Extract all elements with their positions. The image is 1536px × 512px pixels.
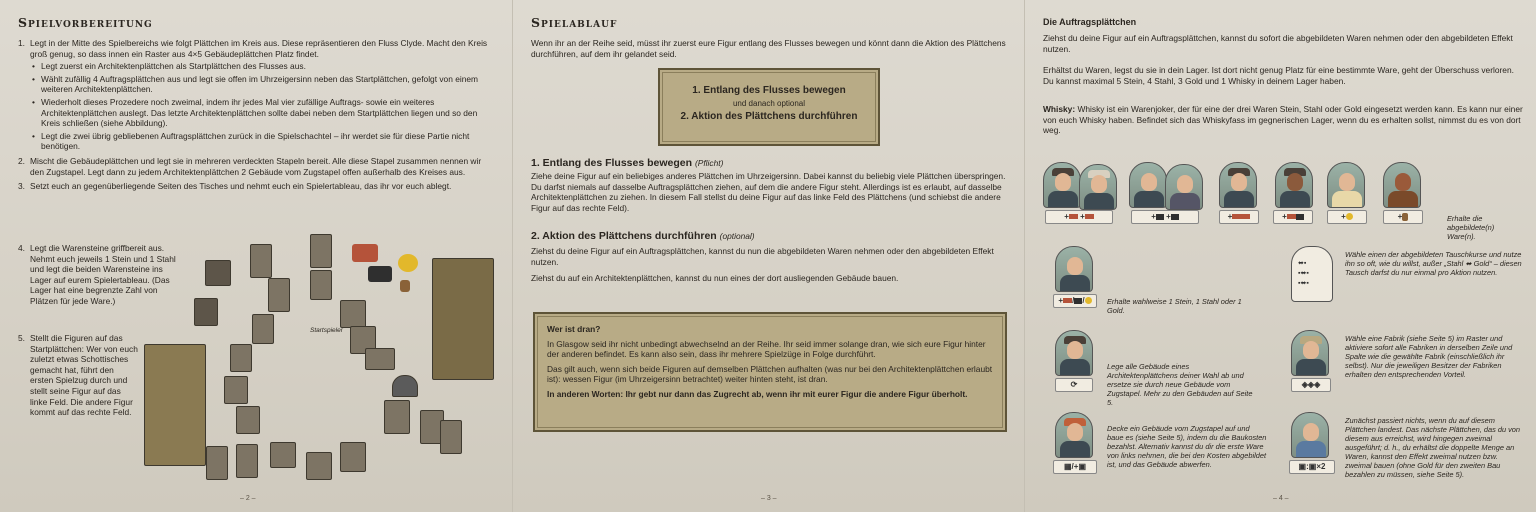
whose-turn-title: Wer ist dran?	[547, 324, 601, 334]
caption-discard: Lege alle Gebäude eines Architektenplättchens deiner Wahl ab und ersetze sie durch neue Gebäude vom Zugstapel. Mehr zu den Gebäuden auf Seite 5.	[1107, 362, 1253, 407]
goods-tiles-row	[1043, 160, 1463, 240]
page-number: – 2 –	[240, 495, 256, 502]
bullet: • Legt die zwei übrig gebliebenen Auftragsplättchen zurück in die Spielschachtel – ihr werdet sie für diese Partie nicht benötigen.	[30, 131, 494, 152]
step-text: Legt die Warensteine griffbereit aus. Nehmt euch jeweils 1 Stein und 1 Stahl und legt die beiden Warensteine ins Lager auf eurem Spielertableau. (Das Lager hat eine begrenzte Zahl von Plätzen für jede Ware.)	[30, 243, 176, 306]
cost-strip: +	[1219, 210, 1259, 224]
setup-illustration	[140, 230, 470, 500]
bullet: • Wählt zufällig 4 Auftragsplättchen aus und legt sie offen im Uhrzeigersinn neben das Startplättchen, gefolgt von einem weiteren Architektenplättchen.	[30, 74, 494, 95]
building-stack	[194, 298, 218, 326]
page-number: – 4 –	[1273, 495, 1289, 502]
contract-tile-portrait	[1129, 162, 1167, 208]
contract-tile-portrait	[1079, 164, 1117, 210]
section-title-contracts: Die Auftragsplättchen	[1043, 17, 1137, 27]
caption-exchange: Wähle einen der abgebildeten Tauschkurse und nutze ihn so oft, wie du willst, außer „Stahl ⬌ Gold“ – diesen Tausch darfst du nur einmal pro Aktion nutzen.	[1345, 250, 1522, 277]
gold-pile	[398, 254, 418, 272]
contract-tile-portrait	[1219, 162, 1257, 208]
contract-tile-portrait	[1043, 162, 1081, 208]
contracts-intro: Ziehst du deine Figur auf ein Auftragsplättchen, kannst du sofort die abgebildeten Waren nehmen oder den abgebildeten Effekt nutzen.	[1043, 33, 1513, 54]
intro-text: Wenn ihr an der Reihe seid, müsst ihr zuerst eure Figur entlang des Flusses bewegen und könnt dann die Aktion des Plättchens durchführen, auf dem ihr gelandet seid.	[531, 38, 1006, 59]
action-text-2: Ziehst du auf ein Architektenplättchen, kannst du nun eines der dort ausliegenden Gebäude bauen.	[531, 273, 899, 284]
move-heading: 1. Entlang des Flusses bewegen	[531, 157, 693, 169]
step-text: Stellt die Figuren auf das Startplättchen: Wer von euch zuletzt etwas Schottisches gemacht hat, führt den ersten Spielzug durch und stellt seine Figur auf das linke Feld. Die andere Figur kommt auf das rechte Feld.	[30, 333, 138, 418]
whisky-rule	[1043, 104, 1523, 136]
box-line-1: 1. Entlang des Flusses bewegen	[692, 85, 846, 96]
action-text-1: Ziehst du deine Figur auf ein Auftragsplättchen, kannst du nun die abgebildeten Waren nehmen oder den abgebildeten Effekt nutzen.	[531, 246, 994, 267]
cost-strip: +	[1383, 210, 1423, 224]
setup-step-1: 1. Legt in der Mitte des Spielbereichs wie folgt Plättchen im Kreis aus. Diese repräsentieren den Fluss Clyde. Macht den Kreis groß genug, so dass innen ein Raster aus 4×5 Gebäudeplättchen Platz findet. • Legt zuerst ein Architektenplättchen als Startplättchen des Flusses aus. • Wählt zufällig 4 Auftragsplättchen aus und legt sie offen im Uhrzeigersinn neben das Startplättchen, gefolgt von einem weiteren Architektenplättchen. • Wiederholt dieses Prozedere noch zweimal, indem ihr jedes Mal vier zufällige Auftrags- sowie ein weiteres Architektenplättchen auslegt. Das letzte Architektenplättchen sollte dabei neben dem Startplättchen liegen und so den Kreis schließen (siehe Abbildung). • Legt die zwei übrig gebliebenen Auftragsplättchen zurück in die Spielschachtel – ihr werdet sie für diese Partie nicht benötigen.	[18, 38, 494, 152]
factory-icon: ◈◈◈	[1291, 378, 1331, 392]
discard-tile-portrait	[1055, 330, 1093, 376]
cost-strip: + +	[1131, 210, 1199, 224]
discard-icon: ⟳	[1055, 378, 1093, 392]
bullet: • Legt zuerst ein Architektenplättchen als Startplättchen des Flusses aus.	[30, 61, 494, 72]
player-board-left	[144, 344, 206, 466]
caption-goods: Erhalte die abgebildete(n) Ware(n).	[1447, 214, 1495, 241]
rulebook-page-4	[1024, 0, 1536, 512]
action-heading: 2. Aktion des Plättchens durchführen	[531, 230, 717, 242]
caption-choice: Erhalte wahlweise 1 Stein, 1 Stahl oder 1 Gold.	[1107, 297, 1242, 315]
steel-pile	[368, 266, 392, 282]
rulebook-page-3	[512, 0, 1024, 512]
rulebook-page-2	[0, 0, 512, 512]
whose-turn-box	[533, 312, 1007, 432]
cost-strip: +	[1327, 210, 1367, 224]
step-text: Mischt die Gebäudeplättchen und legt sie in mehreren verdeckten Stapeln bereit. Alle diese Stapel zusammen nennen wir den Zugstapel. Legt dann zu jedem Architektenplättchen 2 Gebäude vom Zugstapel offen außerhalb des Kreises aus.	[30, 155, 482, 177]
double-icon: ▣:▣×2	[1289, 460, 1335, 474]
build-tile-portrait	[1055, 412, 1093, 458]
step-text: Setzt euch an gegenüberliegende Seiten des Tisches und nehmt euch ein Spielertableau, das ihr vor euch ablegt.	[30, 181, 452, 192]
build-cost: ▦/+▣	[1053, 460, 1097, 474]
choice-cost: + / /	[1053, 294, 1097, 308]
caption-double: Zunächst passiert nichts, wenn du auf diesem Plättchen landest. Das nächste Plättchen, das du von diesem aus erreichst, wird hingegen zweimal ausgeführt; d. h., du erhältst die doppelte Menge an Waren, kannst den Effekt zweimal nutzen bzw. zweimal bauen (ohne Gold für den zweiten Bau bezahlen zu müssen, siehe Seite 5).	[1345, 416, 1521, 479]
cost-strip: + +	[1045, 210, 1113, 224]
caption-factory: Wähle eine Fabrik (siehe Seite 5) im Raster und aktiviere sofort alle Fabriken in derselben Zeile und Spalte wie die gewählte Fabrik (einschließlich ihr selbst). Nur die jeweiligen Besitzer der Fabriken erhalten den entsprechenden Vorteil.	[1345, 334, 1513, 379]
choice-tile-portrait	[1055, 246, 1093, 292]
contract-tile-portrait	[1275, 162, 1313, 208]
action-section	[531, 230, 1007, 284]
caption-build: Decke ein Gebäude vom Zugstapel auf und baue es (siehe Seite 5), indem du die Baukosten bezahlst. Alternativ kannst du dir die erste Ware von links nehmen, die bei den Kosten abgebildet ist, und das Gebäude abwerfen.	[1107, 424, 1267, 469]
brick-pile	[352, 244, 378, 262]
step-text: Legt in der Mitte des Spielbereichs wie folgt Plättchen im Kreis aus. Diese repräsentieren den Fluss Clyde. Macht den Kreis groß genug, so dass innen ein Raster aus 4×5 Gebäudeplättchen Platz findet.	[30, 38, 488, 59]
building-stack	[205, 260, 231, 286]
whisky-barrel	[400, 280, 410, 292]
whisky-label: Whisky:	[1043, 104, 1076, 114]
whose-turn-p2: Das gilt auch, wenn sich beide Figuren auf demselben Plättchen aufhalten (was nur bei den Architektenplättchen erlaubt ist): wessen Figur (im Uhrzeigersinn betrachtet) weiter hinten steht, ist dran.	[547, 363, 993, 385]
factory-tile-portrait	[1291, 330, 1329, 376]
setup-step-4: 4. Legt die Warensteine griffbereit aus. Nehmt euch jeweils 1 Stein und 1 Stahl und legt die beiden Warensteine ins Lager auf eurem Spielertableau. (Das Lager hat eine begrenzte Zahl von Plätzen für jede Ware.)	[18, 243, 176, 306]
contract-tile-portrait	[1165, 164, 1203, 210]
exchange-tile: ⬌▪ ▪⬌▪ ▪⬌▪	[1291, 246, 1333, 302]
whose-turn-p3: In anderen Worten: Ihr gebt nur dann das Zugrecht ab, wenn ihr mit eurer Figur die andere Figur überholt.	[547, 388, 968, 399]
box-line-2: und danach optional	[732, 99, 806, 108]
turn-summary-box	[658, 68, 880, 146]
page-number: – 3 –	[761, 495, 777, 502]
contract-tile-portrait	[1383, 162, 1421, 208]
contract-tile-portrait	[1327, 162, 1365, 208]
setup-step-5: 5. Stellt die Figuren auf das Startplättchen: Wer von euch zuletzt etwas Schottisches gemacht hat, führt den ersten Spielzug durch und stellt seine Figur auf das linke Feld. Die andere Figur kommt auf das rechte Feld.	[18, 333, 138, 418]
box-line-3: 2. Aktion des Plättchens durchführen	[680, 111, 858, 122]
bullet: • Wiederholt dieses Prozedere noch zweimal, indem ihr jedes Mal vier zufällige Auftrags- sowie ein weiteres Architektenplättchen auslegt. Das letzte Architektenplättchen sollte dabei neben dem Startplättchen liegen und so den Kreis schließen (siehe Abbildung).	[30, 97, 494, 129]
move-tag: (Pflicht)	[694, 158, 724, 168]
setup-step-3: 3. Setzt euch an gegenüberliegende Seiten des Tisches und nehmt euch ein Spielertableau, das ihr vor euch ablegt.	[18, 181, 452, 192]
double-tile-portrait	[1291, 412, 1329, 458]
setup-step-2: 2. Mischt die Gebäudeplättchen und legt sie in mehreren verdeckten Stapeln bereit. Alle diese Stapel zusammen nennen wir den Zugstapel. Legt dann zu jedem Architektenplättchen 2 Gebäude vom Zugstapel offen außerhalb des Kreises aus.	[18, 155, 482, 177]
section-title-setup: Spielvorbereitung	[18, 15, 153, 30]
move-text: Ziehe deine Figur auf ein beliebiges anderes Plättchen im Uhrzeigersinn. Dabei kannst du beliebig viele Plättchen überspringen. Du darfst niemals auf dasselbe Auftragsplättchen ziehen, auf dem die andere Figur steht. Allerdings ist es erlaubt, auf dasselbe Architektenplättchen zu ziehen. In diesem Fall stellst du deine Figur auf das linke Feld des Plättchens (und schiebst die andere Figur auf das rechte Feld).	[531, 171, 1006, 213]
player-board-right	[432, 258, 494, 380]
start-player-label: Startspieler	[310, 327, 343, 334]
section-title-gameplay: Spielablauf	[531, 15, 618, 30]
whisky-text: Whisky ist ein Warenjoker, der für eine der drei Waren Stein, Stahl oder Gold eingesetzt werden kann. Es kann nur einer von euch Whisky haben. Befindet sich das Whiskyfass im gegnerischen Lager, wenn du es erhalten sollst, nimmst du es von dort weg.	[1043, 104, 1523, 136]
action-tag: (optional)	[719, 231, 755, 241]
move-section	[531, 157, 1007, 213]
cost-strip: +	[1273, 210, 1313, 224]
setup-steps	[18, 38, 494, 196]
whose-turn-p1: In Glasgow seid ihr nicht unbedingt abwechselnd an der Reihe. Ihr seid immer solange dran, wie sich eure Figur hinter der anderen befindet. Es kann also sein, dass ihr mehrere Spielzüge in Folge durchführt.	[547, 338, 986, 360]
contracts-storage: Erhältst du Waren, legst du sie in dein Lager. Ist dort nicht genug Platz für eine bestimmte Ware, geht der Überschuss verloren. Du kannst maximal 5 Stein, 4 Stahl, 3 Gold und 1 Whisky in deinem Lager haben.	[1043, 65, 1514, 86]
